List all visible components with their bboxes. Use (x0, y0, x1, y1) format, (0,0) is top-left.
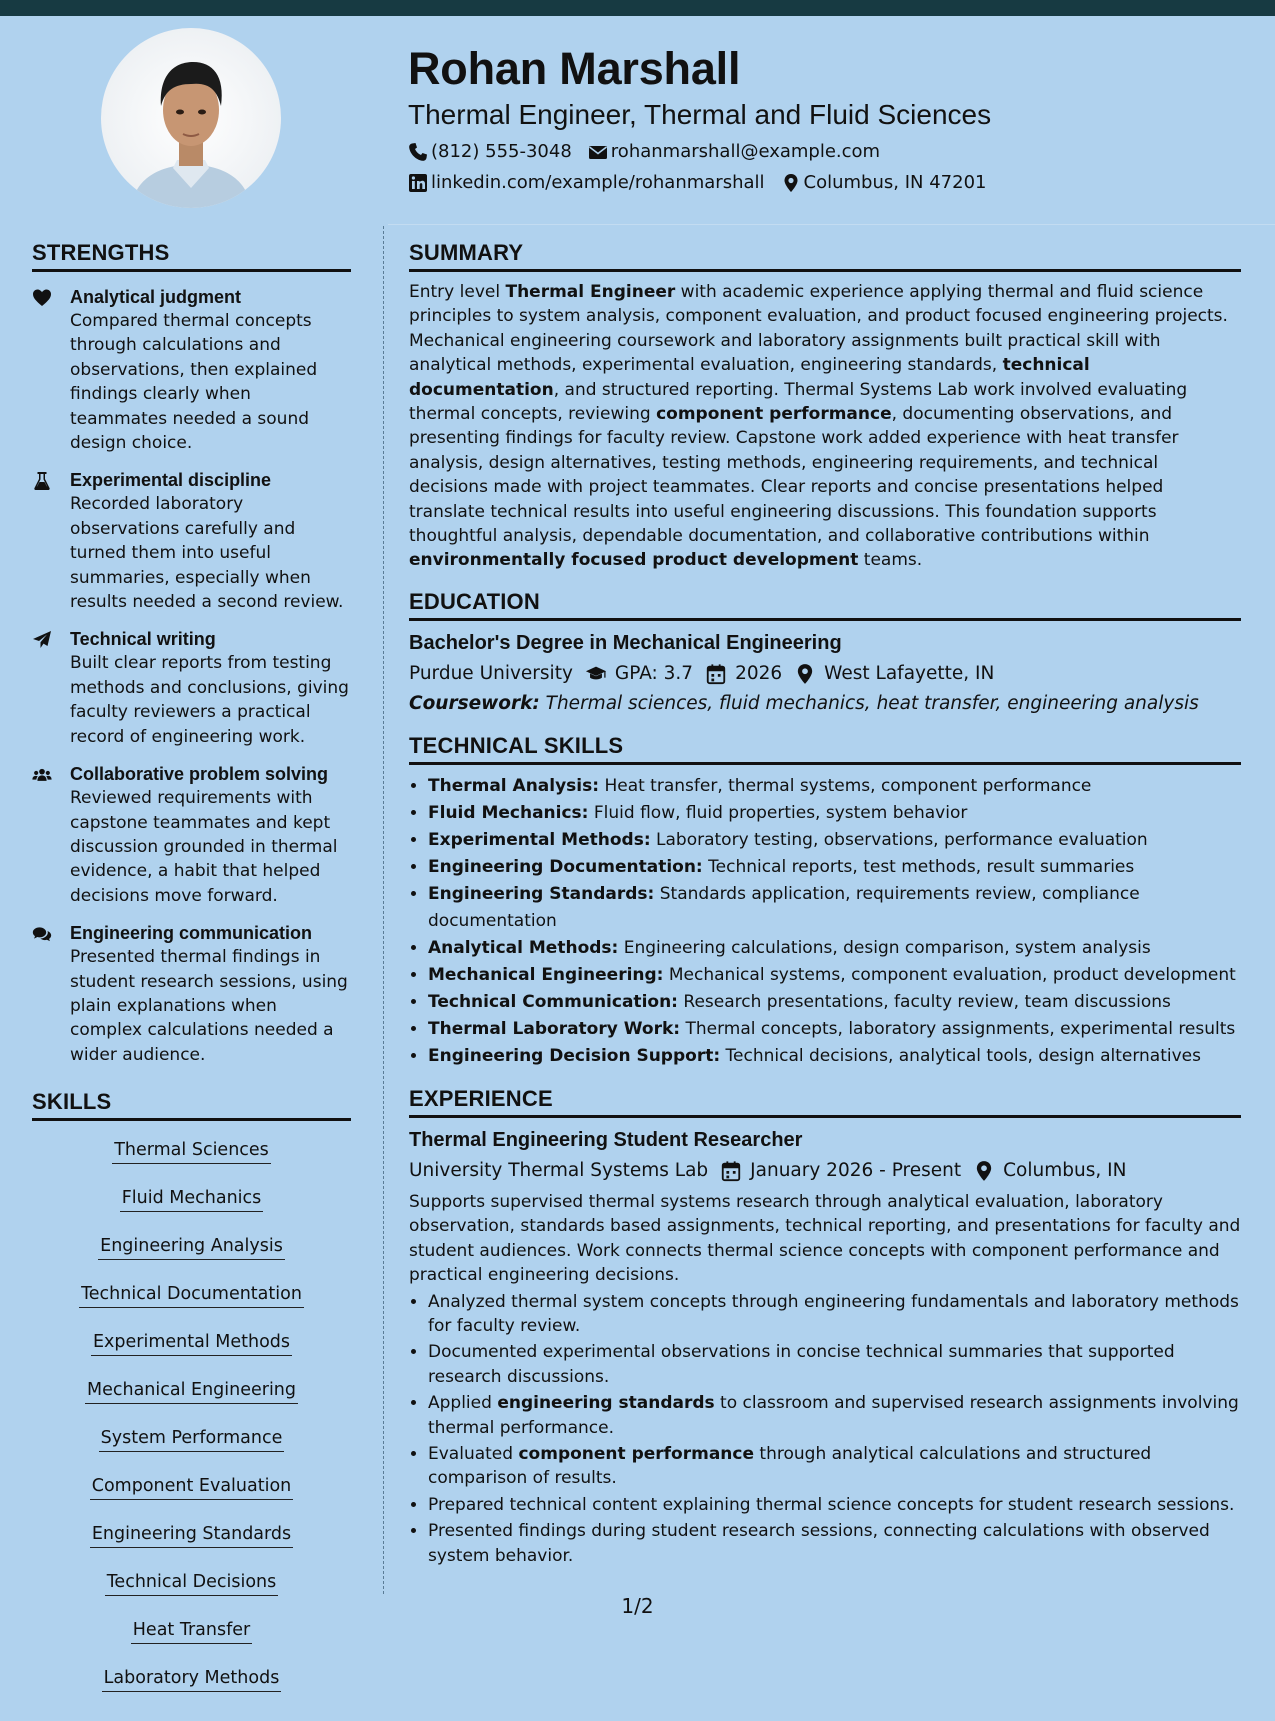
technical-skill-category: Mechanical Engineering: (428, 964, 664, 985)
strength-description: Recorded laboratory observations carefully and turned them into useful summaries, especially when results needed a second review. (70, 494, 344, 613)
calendar-icon (705, 663, 727, 685)
gpa: GPA: 3.7 (614, 662, 694, 684)
strength-icon-wrap (32, 285, 70, 455)
strengths-list (32, 285, 351, 1067)
degree-title: Bachelor's Degree in Mechanical Engineering (409, 631, 842, 654)
summary-emphasis: environmentally focused product development (409, 550, 859, 571)
top-bar (0, 0, 1275, 16)
technical-skill-item (428, 962, 1241, 989)
skill-chip: Technical Decisions (105, 1565, 279, 1596)
skill-chip: Technical Documentation (79, 1277, 304, 1308)
phone-contact (408, 141, 572, 163)
coursework (409, 691, 1241, 717)
experience-bullet (428, 1391, 1241, 1440)
technical-skill-category: Engineering Decision Support: (428, 1045, 721, 1066)
technical-skill-category: Engineering Documentation: (428, 856, 703, 877)
bullet-segment: to classroom and supervised research assignments involving thermal performance. (428, 1393, 1239, 1438)
experience-description: Supports supervised thermal systems research through analytical evaluation, laboratory observation, standards based assignments, technical reporting, and presentations for faculty and student audiences. Work connects thermal science concepts with component performance and practical engineering decisions. (409, 1191, 1241, 1286)
graduation-cap-icon (585, 663, 607, 685)
phone-number: (812) 555-3048 (431, 141, 572, 162)
summary-segment: , documenting observations, and presenting findings for faculty review. Capstone work added experience with heat transfer analysis, design alternatives, testing methods, engineering requirements, and technical decisions made with project teammates. Clear reports and concise presentations helped translate technical results into useful engineering discussions. This foundation supports thoughtful analysis, dependable documentation, and collaborative contributions within (409, 404, 1179, 547)
flask-icon (32, 476, 52, 495)
bullet-segment: Evaluated (428, 1443, 519, 1464)
linkedin-contact[interactable] (408, 172, 765, 194)
technical-skill-values: Fluid flow, fluid properties, system behavior (593, 802, 968, 823)
bullet-emphasis: engineering standards (497, 1393, 715, 1414)
technical-skills-title: TECHNICAL SKILLS (409, 733, 1241, 765)
header (408, 40, 1248, 194)
strength-icon-wrap (32, 468, 70, 614)
strength-description: Reviewed requirements with capstone teammates and kept discussion grounded in thermal evidence, a habit that helped decisions move forward. (70, 788, 338, 906)
skill-chip: Component Evaluation (90, 1469, 294, 1500)
strength-icon-wrap (32, 921, 70, 1067)
experience-bullet (428, 1519, 1241, 1568)
page-number: 1/2 (621, 1594, 654, 1618)
technical-skill-item (428, 881, 1241, 935)
strength-title: Technical writing (70, 629, 216, 650)
technical-skill-item (428, 773, 1241, 800)
bullet-segment: Presented findings during student research sessions, connecting calculations with observed system behavior. (428, 1521, 1210, 1566)
technical-skill-values: Heat transfer, thermal systems, component performance (604, 775, 1092, 796)
email-contact[interactable] (588, 141, 880, 163)
skills-list (32, 1129, 351, 1705)
summary-segment: , and structured reporting. Thermal Systems Lab work involved evaluating thermal concepts, reviewing (409, 379, 1188, 425)
calendar-icon (720, 1160, 742, 1182)
strength-item (32, 468, 351, 614)
role-title: Thermal Engineering Student Researcher (409, 1128, 803, 1151)
avatar (101, 28, 281, 208)
skill-chip: Experimental Methods (91, 1325, 292, 1356)
strength-body (70, 468, 351, 614)
technical-skill-values: Engineering calculations, design comparison, system analysis (623, 937, 1151, 958)
strength-title: Experimental discipline (70, 470, 272, 491)
strength-title: Engineering communication (70, 923, 313, 944)
envelope-icon (588, 142, 608, 162)
strength-body (70, 285, 351, 455)
summary-title: SUMMARY (409, 240, 1241, 272)
technical-skill-item (428, 827, 1241, 854)
candidate-name: Rohan Marshall (408, 43, 741, 94)
technical-skill-values: Laboratory testing, observations, performance evaluation (656, 829, 1148, 850)
skills-title: SKILLS (32, 1089, 351, 1121)
graduation-year: 2026 (735, 662, 783, 684)
comments-icon (32, 929, 52, 948)
paper-plane-icon (32, 635, 52, 654)
technical-skill-values: Research presentations, faculty review, team discussions (683, 991, 1171, 1012)
linkedin-icon (408, 173, 428, 193)
summary-text (409, 280, 1241, 573)
technical-skill-values: Standards application, requirements review, compliance documentation (428, 883, 1140, 931)
experience-details (409, 1158, 1241, 1184)
left-column (32, 240, 351, 1721)
education-section (409, 589, 1241, 717)
skill-chip: Fluid Mechanics (120, 1181, 264, 1212)
strength-description: Presented thermal findings in student research sessions, using plain explanations when complex calculations needed a wider audience. (70, 947, 348, 1065)
header-divider (388, 224, 1275, 225)
school-location: West Lafayette, IN (824, 662, 995, 684)
technical-skill-category: Thermal Analysis: (428, 775, 600, 796)
skill-chip: Mechanical Engineering (85, 1373, 298, 1404)
summary-segment: with academic experience applying thermal and fluid science principles to system analysis, component evaluation, and product focused engineering projects. Mechanical engineering coursework and laboratory assignments built practical skill with analytical methods, experimental evaluation, engineering standards, (409, 282, 1228, 376)
experience-location: Columbus, IN (1003, 1159, 1127, 1181)
technical-skill-category: Engineering Standards: (428, 883, 655, 904)
skill-chip: Thermal Sciences (112, 1133, 271, 1164)
strength-body (70, 627, 351, 749)
strength-body (70, 762, 351, 908)
heart-icon (32, 293, 52, 312)
skill-chip: Engineering Standards (90, 1517, 293, 1548)
bullet-segment: through analytical calculations and structured comparison of results. (428, 1443, 1152, 1489)
education-details (409, 661, 1241, 687)
technical-skill-category: Thermal Laboratory Work: (428, 1018, 681, 1039)
map-pin-icon (781, 173, 801, 193)
organization: University Thermal Systems Lab (409, 1159, 709, 1181)
email-address[interactable]: rohanmarshall@example.com (610, 141, 881, 162)
contact-row-1 (408, 141, 1248, 163)
technical-skill-category: Technical Communication: (428, 991, 678, 1012)
technical-skill-item (428, 800, 1241, 827)
experience-bullet (428, 1340, 1241, 1389)
technical-skill-item (428, 854, 1241, 881)
summary-section (409, 240, 1241, 573)
school-name: Purdue University (409, 662, 573, 684)
bullet-segment: Analyzed thermal system concepts through engineering fundamentals and laboratory methods for faculty review. (428, 1291, 1239, 1336)
strengths-title: STRENGTHS (32, 240, 351, 272)
technical-skill-values: Technical reports, test methods, result summaries (708, 856, 1135, 877)
technical-skill-values: Technical decisions, analytical tools, design alternatives (725, 1045, 1201, 1066)
strength-title: Collaborative problem solving (70, 764, 329, 785)
experience-title: EXPERIENCE (409, 1086, 1241, 1118)
technical-skills-list (409, 773, 1241, 1070)
contact-row-2 (408, 172, 1248, 194)
technical-skill-item (428, 935, 1241, 962)
location-text: Columbus, IN 47201 (803, 172, 987, 193)
strength-description: Built clear reports from testing methods and conclusions, giving faculty reviewers a practical record of engineering work. (70, 653, 349, 747)
summary-emphasis: Thermal Engineer (505, 282, 676, 302)
summary-segment: teams. (858, 550, 923, 571)
linkedin-url[interactable]: linkedin.com/example/rohanmarshall (431, 172, 765, 193)
map-pin-icon (794, 663, 816, 685)
skill-chip: Heat Transfer (131, 1613, 252, 1644)
experience-dates: January 2026 - Present (750, 1159, 962, 1181)
strength-description: Compared thermal concepts through calculations and observations, then explained findings clearly when teammates needed a sound design choice. (70, 311, 318, 454)
technical-skill-values: Thermal concepts, laboratory assignments, experimental results (685, 1018, 1236, 1039)
right-column (409, 240, 1241, 1584)
strength-item (32, 627, 351, 749)
skill-chip: Laboratory Methods (102, 1661, 282, 1692)
experience-bullet (428, 1290, 1241, 1339)
strength-title: Analytical judgment (70, 287, 242, 307)
summary-segment: Entry level (409, 282, 506, 302)
bullet-emphasis: component performance (518, 1443, 755, 1464)
technical-skill-values: Mechanical systems, component evaluation, product development (668, 964, 1236, 985)
technical-skill-category: Fluid Mechanics: (428, 802, 589, 823)
bullet-segment: Documented experimental observations in concise technical summaries that supported research discussions. (428, 1342, 1175, 1387)
profile-photo (101, 28, 281, 208)
technical-skill-item (428, 1043, 1241, 1070)
phone-icon (408, 142, 428, 162)
column-divider (383, 226, 384, 1594)
summary-emphasis: component performance (656, 404, 892, 425)
bullet-segment: Prepared technical content explaining thermal science concepts for student research sessions. (428, 1494, 1235, 1515)
location-contact (781, 172, 987, 194)
technical-skill-item (428, 989, 1241, 1016)
coursework-label: Coursework: (409, 692, 540, 714)
experience-bullet (428, 1493, 1241, 1517)
strength-icon-wrap (32, 627, 70, 749)
bullet-segment: Applied (428, 1393, 498, 1414)
strength-item (32, 285, 351, 455)
technical-skill-category: Experimental Methods: (428, 829, 651, 850)
strength-item (32, 921, 351, 1067)
technical-skills-section (409, 733, 1241, 1070)
skill-chip: Engineering Analysis (98, 1229, 285, 1260)
map-pin-icon (973, 1160, 995, 1182)
job-title: Thermal Engineer, Thermal and Fluid Sciences (408, 99, 992, 130)
technical-skill-item (428, 1016, 1241, 1043)
summary-emphasis: technical documentation (409, 355, 1090, 400)
experience-bullets (409, 1290, 1241, 1568)
coursework-text: Thermal sciences, fluid mechanics, heat transfer, engineering analysis (545, 692, 1199, 714)
experience-bullet (428, 1442, 1241, 1491)
experience-section (409, 1086, 1241, 1568)
skill-chip: System Performance (99, 1421, 285, 1452)
strength-item (32, 762, 351, 908)
education-title: EDUCATION (409, 589, 1241, 621)
users-icon (32, 770, 52, 789)
strength-body (70, 921, 351, 1067)
technical-skill-category: Analytical Methods: (428, 937, 619, 958)
strength-icon-wrap (32, 762, 70, 908)
strengths-section (32, 240, 351, 1067)
